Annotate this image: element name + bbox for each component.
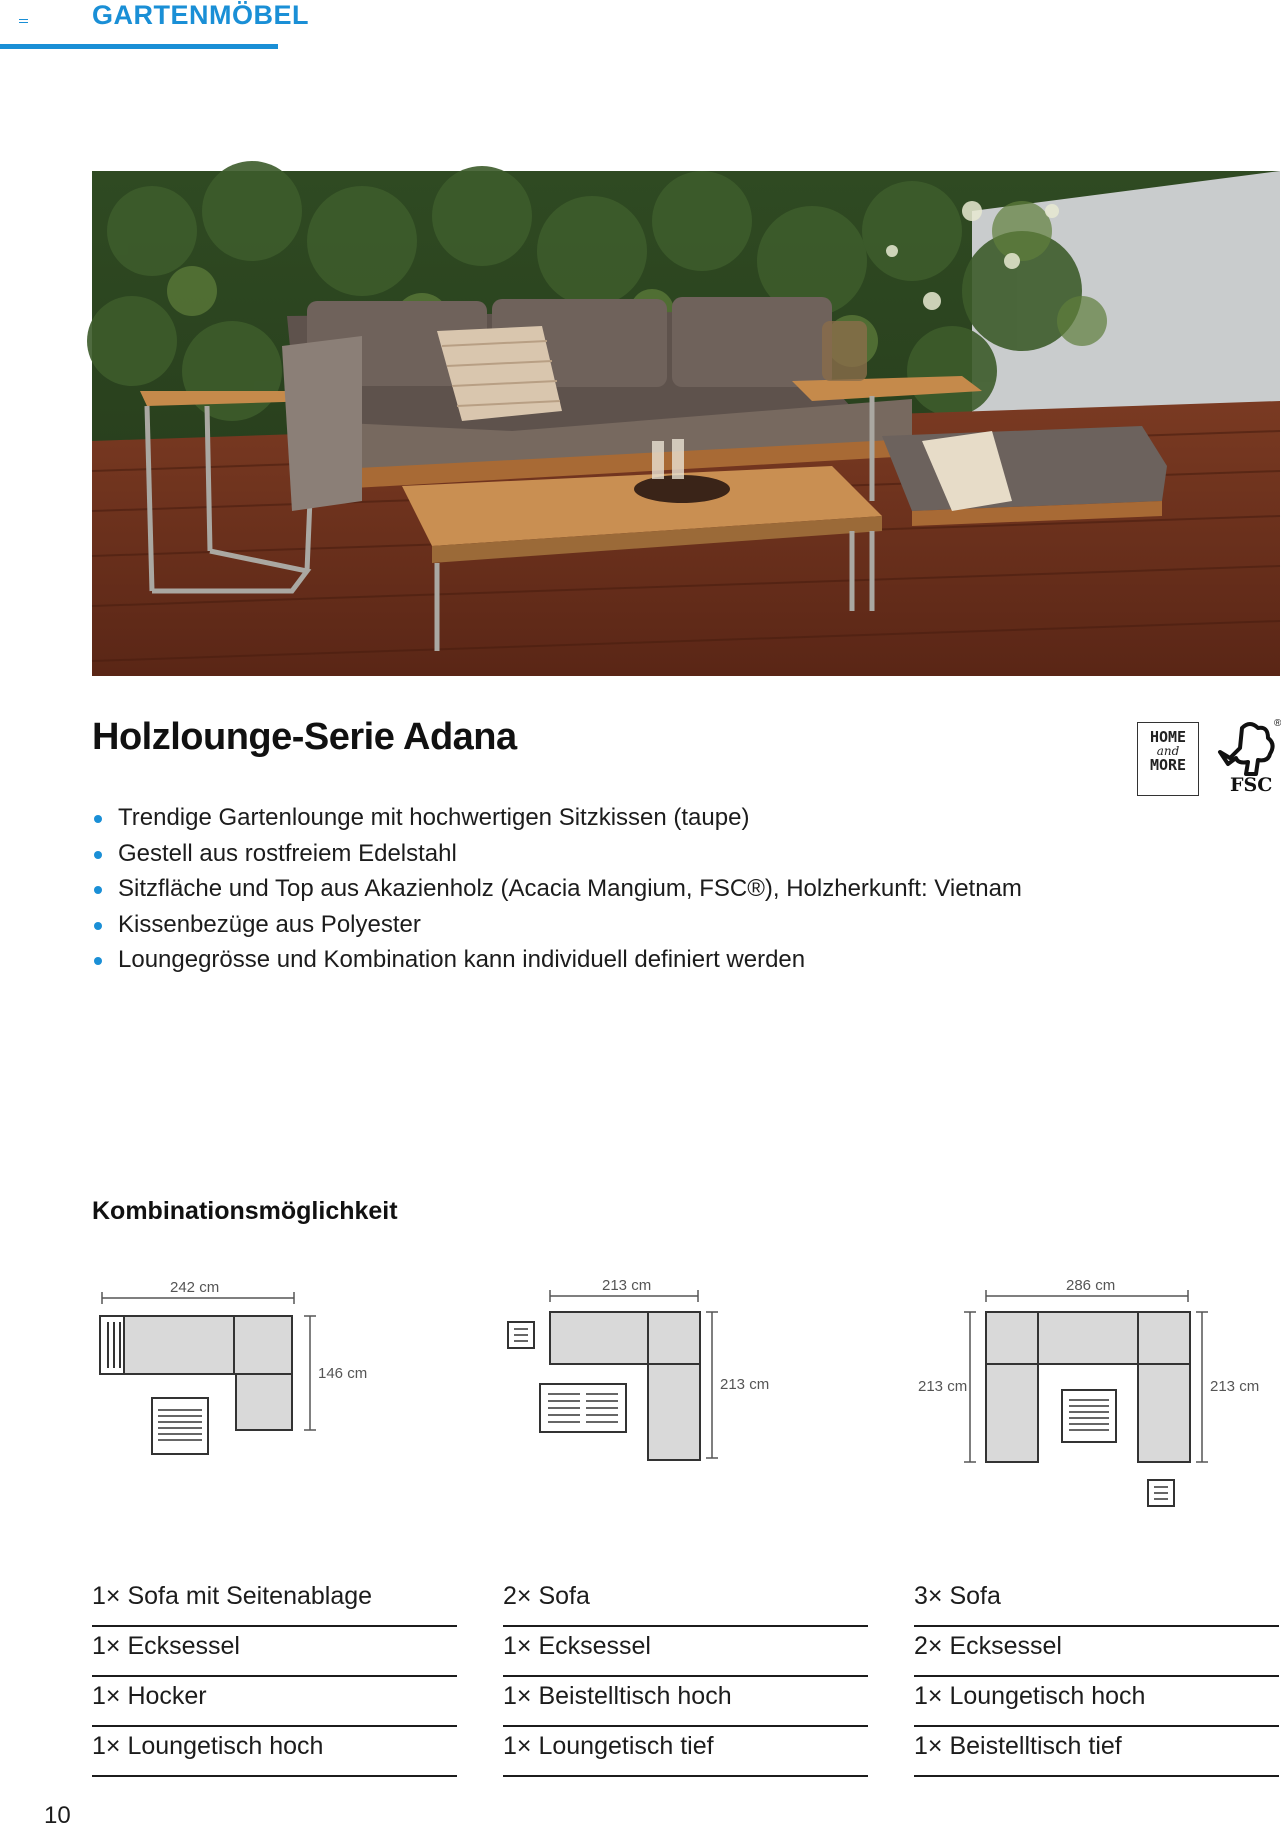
product-title: Holzlounge-Serie Adana	[92, 716, 517, 758]
menu-icon	[19, 19, 28, 25]
dim-c-left: 213 cm	[918, 1378, 968, 1395]
combination-diagrams	[92, 1270, 1280, 1520]
dim-a-depth: 146 cm	[318, 1365, 368, 1382]
list-item: 1× Ecksessel	[503, 1627, 868, 1677]
page-number: 10	[44, 1802, 71, 1829]
product-photo	[92, 171, 1280, 676]
combination-list-b	[503, 1577, 868, 1777]
feature-item: Trendige Gartenlounge mit hochwertigen Sitzkissen (taupe)	[92, 800, 1022, 836]
layout-c	[986, 1312, 1190, 1506]
dim-b-width: 213 cm	[602, 1277, 652, 1294]
combination-list-a	[92, 1577, 457, 1777]
list-item: 1× Hocker	[92, 1677, 457, 1727]
combination-list-c	[914, 1577, 1279, 1777]
header-rule	[0, 44, 278, 49]
list-item: 1× Loungetisch hoch	[914, 1677, 1279, 1727]
feature-item: Kissenbezüge aus Polyester	[92, 907, 1022, 943]
list-item: 1× Ecksessel	[92, 1627, 457, 1677]
list-item: 2× Ecksessel	[914, 1627, 1279, 1677]
list-item: 2× Sofa	[503, 1577, 868, 1627]
fsc-logo: FSC ®	[1216, 718, 1280, 800]
feature-item: Sitzfläche und Top aus Akazienholz (Acacia Mangium, FSC®), Holzherkunft: Vietnam	[92, 871, 1022, 907]
feature-list	[92, 800, 1022, 978]
dim-a-width: 242 cm	[170, 1279, 220, 1296]
feature-item: Gestell aus rostfreiem Edelstahl	[92, 836, 1022, 872]
list-item: 1× Sofa mit Seitenablage	[92, 1577, 457, 1627]
list-item: 1× Beistelltisch hoch	[503, 1677, 868, 1727]
list-item: 3× Sofa	[914, 1577, 1279, 1627]
fsc-tree-icon	[1216, 718, 1280, 778]
dim-b-depth: 213 cm	[720, 1376, 770, 1393]
dim-c-width: 286 cm	[1066, 1277, 1116, 1294]
home-and-more-logo: HOME and MORE	[1137, 722, 1199, 796]
section-title: GARTENMÖBEL	[92, 0, 309, 30]
feature-item: Loungegrösse und Kombination kann individuell definiert werden	[92, 942, 1022, 978]
layout-a	[100, 1316, 292, 1454]
dim-c-right: 213 cm	[1210, 1378, 1260, 1395]
list-item: 1× Loungetisch tief	[503, 1727, 868, 1777]
combinations-title: Kombinationsmöglichkeit	[92, 1197, 398, 1225]
list-item: 1× Beistelltisch tief	[914, 1727, 1279, 1777]
list-item: 1× Loungetisch hoch	[92, 1727, 457, 1777]
layout-b	[508, 1312, 700, 1460]
